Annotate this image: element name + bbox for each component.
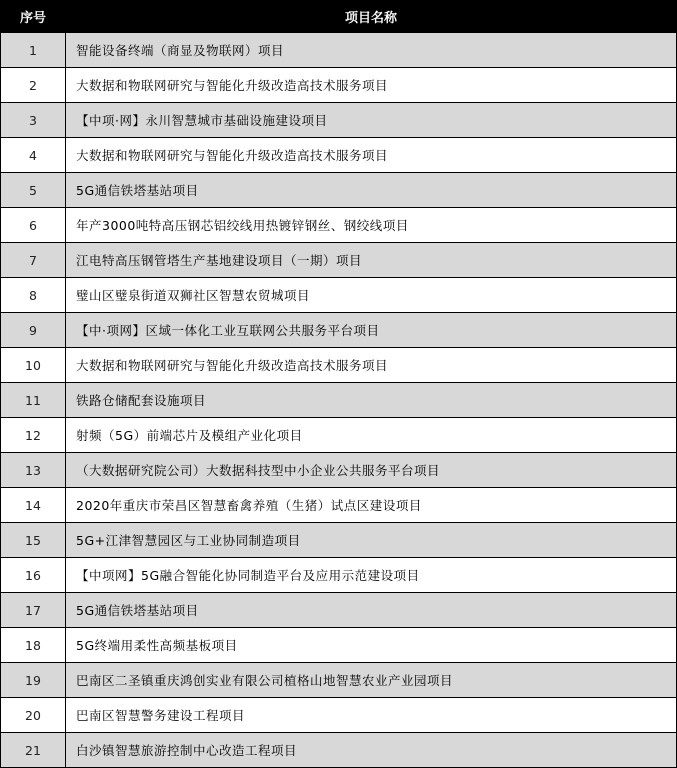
project-name: 2020年重庆市荣昌区智慧畜禽养殖（生猪）试点区建设项目 bbox=[66, 488, 677, 523]
table-row bbox=[1, 278, 677, 313]
project-name: 大数据和物联网研究与智能化升级改造高技术服务项目 bbox=[66, 348, 677, 383]
table-header-row bbox=[1, 1, 677, 33]
table-row bbox=[1, 208, 677, 243]
project-name: 白沙镇智慧旅游控制中心改造工程项目 bbox=[66, 733, 677, 768]
table-row bbox=[1, 523, 677, 558]
table-row bbox=[1, 698, 677, 733]
row-number: 14 bbox=[1, 488, 66, 523]
project-name: 5G通信铁塔基站项目 bbox=[66, 173, 677, 208]
project-name: 巴南区智慧警务建设工程项目 bbox=[66, 698, 677, 733]
project-name: （大数据研究院公司）大数据科技型中小企业公共服务平台项目 bbox=[66, 453, 677, 488]
row-number: 15 bbox=[1, 523, 66, 558]
table-row bbox=[1, 383, 677, 418]
table-row bbox=[1, 663, 677, 698]
row-number: 8 bbox=[1, 278, 66, 313]
row-number: 5 bbox=[1, 173, 66, 208]
table-row bbox=[1, 348, 677, 383]
project-name: 【中项·网】永川智慧城市基础设施建设项目 bbox=[66, 103, 677, 138]
row-number: 7 bbox=[1, 243, 66, 278]
project-name: 铁路仓储配套设施项目 bbox=[66, 383, 677, 418]
row-number: 18 bbox=[1, 628, 66, 663]
project-name: 5G终端用柔性高频基板项目 bbox=[66, 628, 677, 663]
table-row bbox=[1, 488, 677, 523]
project-name: 大数据和物联网研究与智能化升级改造高技术服务项目 bbox=[66, 68, 677, 103]
table-row bbox=[1, 243, 677, 278]
table-row bbox=[1, 628, 677, 663]
row-number: 16 bbox=[1, 558, 66, 593]
project-name: 射频（5G）前端芯片及模组产业化项目 bbox=[66, 418, 677, 453]
row-number: 19 bbox=[1, 663, 66, 698]
table-row bbox=[1, 418, 677, 453]
table-row bbox=[1, 68, 677, 103]
row-number: 3 bbox=[1, 103, 66, 138]
project-name: 年产3000吨特高压钢芯铝绞线用热镀锌钢丝、钢绞线项目 bbox=[66, 208, 677, 243]
row-number: 9 bbox=[1, 313, 66, 348]
project-name: 江电特高压钢管塔生产基地建设项目（一期）项目 bbox=[66, 243, 677, 278]
row-number: 6 bbox=[1, 208, 66, 243]
project-name: 5G+江津智慧园区与工业协同制造项目 bbox=[66, 523, 677, 558]
row-number: 11 bbox=[1, 383, 66, 418]
table-row bbox=[1, 593, 677, 628]
project-name: 智能设备终端（商显及物联网）项目 bbox=[66, 33, 677, 68]
project-name: 大数据和物联网研究与智能化升级改造高技术服务项目 bbox=[66, 138, 677, 173]
row-number: 21 bbox=[1, 733, 66, 768]
table-row bbox=[1, 138, 677, 173]
row-number: 10 bbox=[1, 348, 66, 383]
row-number: 1 bbox=[1, 33, 66, 68]
row-number: 13 bbox=[1, 453, 66, 488]
table-row bbox=[1, 313, 677, 348]
project-name: 【中·项网】区域一体化工业互联网公共服务平台项目 bbox=[66, 313, 677, 348]
column-header-name: 项目名称 bbox=[66, 1, 677, 33]
table-row bbox=[1, 453, 677, 488]
project-name: 璧山区璧泉街道双狮社区智慧农贸城项目 bbox=[66, 278, 677, 313]
table-row bbox=[1, 103, 677, 138]
column-header-number: 序号 bbox=[1, 1, 66, 33]
table-row bbox=[1, 558, 677, 593]
project-name: 【中项网】5G融合智能化协同制造平台及应用示范建设项目 bbox=[66, 558, 677, 593]
table-row bbox=[1, 733, 677, 768]
row-number: 2 bbox=[1, 68, 66, 103]
project-name: 5G通信铁塔基站项目 bbox=[66, 593, 677, 628]
table-row bbox=[1, 33, 677, 68]
row-number: 20 bbox=[1, 698, 66, 733]
table-row bbox=[1, 173, 677, 208]
project-name: 巴南区二圣镇重庆鸿创实业有限公司植格山地智慧农业产业园项目 bbox=[66, 663, 677, 698]
row-number: 4 bbox=[1, 138, 66, 173]
row-number: 12 bbox=[1, 418, 66, 453]
row-number: 17 bbox=[1, 593, 66, 628]
